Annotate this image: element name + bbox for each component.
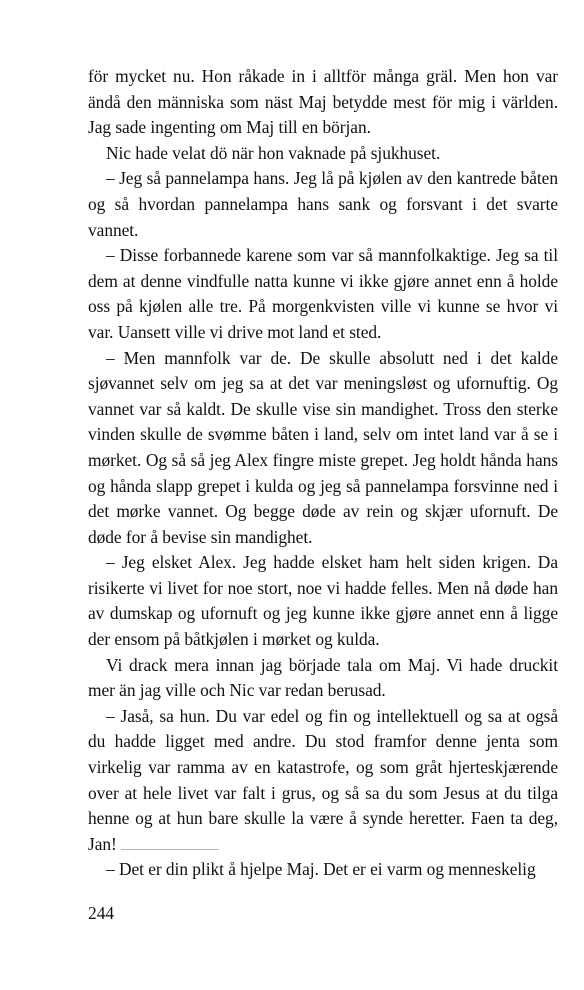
paragraph-5: – Men mannfolk var de. De skulle absolutt ned i det kalde sjøvannet selv om jeg sa at det var meningsløst og ufornuftig. Og vannet var så kaldt. De skulle vise sin mandighet. Tross den sterke vinden skulle de svømme båten i land, selv om intet land var å se i mørket. Og så så jeg Alex fingre miste grepet. Jeg holdt hånda hans og hånda slapp grepet i kulda og jeg så pannelampa forsvinne ned i det mørke vannet. Og begge døde av rein og skjær ufornuft. De døde for å bevise sin mandighet. bbox=[88, 347, 558, 547]
paragraph-2: Nic hade velat dö när hon vaknade på sjukhuset. bbox=[106, 142, 441, 163]
paragraph-7: Vi drack mera innan jag började tala om Maj. Vi hade druckit mer än jag ville och Nic var redan berusad. bbox=[88, 654, 558, 701]
print-smudge bbox=[121, 849, 219, 850]
paragraph-6: – Jeg elsket Alex. Jeg hadde elsket ham helt siden krigen. Da risikerte vi livet for noe stort, noe vi hadde felles. Men nå døde han av dumskap og ufornuft og jeg kunne ikke gjøre annet enn å ligge der ensom på båtkjølen i mørket og kulda. bbox=[88, 552, 558, 650]
paragraph-8-text: – Jaså, sa hun. Du var edel og fin og intellektuell og sa at også du hadde ligget med andre. Du stod framfor denne jenta som virkelig var ramma av en katastrofe, og som gråt hjerteskjærende over at hele livet var falt i grus, og så sa du som Jesus at du tilga henne og at hun bare skulle la være å synde heretter. Faen ta deg, Jan! bbox=[88, 705, 558, 854]
paragraph-1: för mycket nu. Hon råkade in i alltför många gräl. Men hon var ändå den människa som näst Maj betydde mest för mig i världen. Jag sade ingenting om Maj till en början. bbox=[88, 66, 558, 138]
paragraph-4: – Disse forbannede karene som var så mannfolkaktige. Jeg sa til dem at denne vindfulle natta kunne vi ikke gjøre annet enn å holde oss på kjølen alle tre. På morgenkvisten ville vi kunne se hvor vi var. Uansett ville vi drive mot land et sted. bbox=[88, 245, 558, 342]
page-number: 244 bbox=[88, 903, 115, 923]
body-text bbox=[88, 64, 558, 883]
paragraph-8 bbox=[88, 704, 558, 858]
paragraph-3: – Jeg så pannelampa hans. Jeg lå på kjølen av den kantrede båten og så hvordan pannelampa hans sank og forsvant i det svarte vannet. bbox=[88, 168, 558, 240]
paragraph-9: – Det er din plikt å hjelpe Maj. Det er ei varm og menneskelig bbox=[106, 859, 536, 880]
